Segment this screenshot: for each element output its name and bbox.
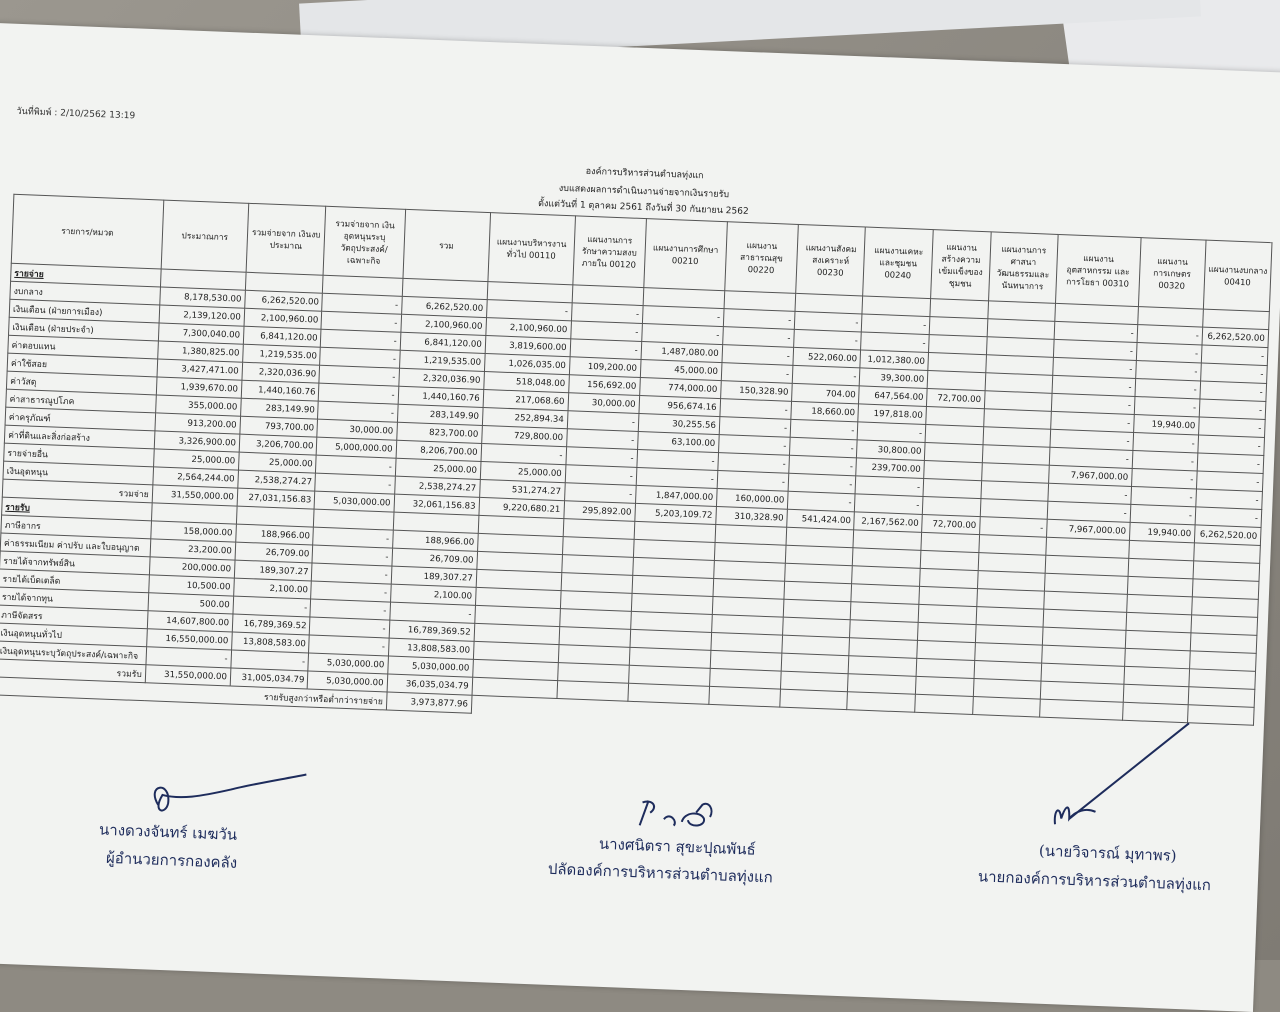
table-cell: - — [861, 332, 929, 353]
table-cell: - — [1048, 483, 1132, 504]
table-cell: 1,012,380.00 — [860, 350, 928, 371]
table-cell: - — [564, 483, 636, 504]
table-cell: - — [1130, 504, 1196, 524]
table-cell: - — [309, 635, 389, 656]
org-name: องค์การบริหารส่วนตำบลทุ่งแก — [585, 166, 704, 182]
row-label: งบกลาง — [10, 281, 160, 305]
table-cell: 3,326,900.00 — [154, 431, 240, 452]
table-cell: 774,000.00 — [639, 377, 721, 398]
table-cell: 5,203,109.72 — [635, 503, 717, 524]
document-sheet — [0, 22, 1280, 1012]
report-title: งบแสดงผลการดำเนินงานจ่ายจากเงินรายรับ — [558, 183, 730, 201]
signatory-3-name: (นายวิจารณ์ มุทาพร) — [1038, 841, 1177, 865]
table-cell — [918, 622, 976, 642]
table-cell: 45,000.00 — [640, 360, 722, 381]
table-cell: 6,262,520.00 — [1202, 327, 1269, 348]
table-cell: 6,262,520.00 — [401, 296, 487, 317]
table-cell: - — [1050, 429, 1134, 450]
table-cell: 9,220,680.21 — [479, 497, 564, 518]
total-label: รวมรับ — [0, 659, 146, 683]
table-cell: 2,538,274.27 — [238, 470, 316, 491]
column-header: รวม — [403, 209, 491, 281]
table-cell: - — [321, 311, 401, 332]
table-cell: 793,700.00 — [240, 416, 318, 437]
table-cell: - — [862, 314, 930, 335]
table-cell: - — [566, 429, 638, 450]
table-cell: - — [318, 401, 398, 422]
table-cell — [919, 586, 977, 606]
row-label: เงินอุดหนุน — [3, 461, 153, 485]
table-cell: 36,035,034.79 — [387, 674, 473, 695]
table-cell: 2,320,036.90 — [242, 362, 320, 383]
table-cell: - — [486, 300, 571, 321]
column-header: แผนงานงบกลาง 00410 — [1203, 240, 1272, 311]
table-cell: - — [321, 329, 401, 350]
table-cell: 31,550,000.00 — [145, 665, 231, 686]
table-cell: - — [481, 443, 566, 464]
surplus-label: รายรับสูงกว่าหรือต่ำกว่ารายจ่าย — [0, 677, 387, 710]
table-cell: 6,262,520.00 — [245, 290, 323, 311]
row-label: ค่าครุภัณฑ์ — [5, 407, 155, 431]
table-cell: 25,000.00 — [395, 458, 481, 479]
table-cell: 913,200.00 — [155, 413, 241, 434]
table-cell: - — [1050, 411, 1134, 432]
table-cell: 25,000.00 — [238, 452, 316, 473]
table-cell: 16,550,000.00 — [146, 629, 232, 650]
table-cell: 1,219,535.00 — [243, 344, 321, 365]
row-label: รายได้เบ็ดเตล็ด — [0, 569, 149, 593]
table-cell: 63,100.00 — [637, 431, 719, 452]
table-cell: 2,320,036.90 — [398, 368, 484, 389]
table-cell: 541,424.00 — [787, 509, 855, 530]
table-cell: 2,139,120.00 — [159, 305, 245, 326]
table-cell — [925, 424, 983, 444]
print-date: วันที่พิมพ์ : 2/10/2562 13:19 — [16, 106, 136, 122]
table-cell — [925, 442, 983, 462]
table-cell — [709, 686, 781, 707]
table-cell: - — [322, 293, 402, 314]
table-cell: - — [389, 602, 475, 623]
row-label: รายได้จากทุน — [0, 587, 148, 611]
table-cell: - — [315, 473, 395, 494]
table-cell: - — [1137, 325, 1203, 345]
column-header: รายการ/หมวด — [11, 194, 163, 269]
column-header: แผนงาน สร้างความ เข้มแข็งของ ชุมชน — [931, 230, 991, 301]
table-cell: 10,500.00 — [148, 575, 234, 596]
table-cell: 6,262,520.00 — [1194, 525, 1261, 546]
table-cell: - — [316, 455, 396, 476]
table-cell: 252,894.34 — [482, 407, 567, 428]
table-cell: - — [722, 345, 794, 366]
section-label: รายรับ — [2, 497, 152, 521]
table-cell: - — [794, 329, 862, 350]
table-cell: 13,808,583.00 — [388, 638, 474, 659]
table-cell: - — [1054, 321, 1138, 342]
table-cell — [557, 681, 629, 702]
table-cell: 18,660.00 — [791, 401, 859, 422]
row-label: ค่าใช้สอย — [7, 353, 157, 377]
table-cell: - — [790, 437, 858, 458]
table-cell: - — [1136, 343, 1202, 363]
table-cell: - — [718, 435, 790, 456]
table-cell: 13,808,583.00 — [231, 632, 309, 653]
table-cell: 1,939,670.00 — [156, 377, 242, 398]
table-cell: - — [310, 617, 390, 638]
table-cell: - — [855, 494, 923, 515]
table-cell: - — [146, 647, 232, 668]
column-header: แผนงานเคหะ และชุมชน 00240 — [863, 227, 933, 299]
table-cell: - — [858, 422, 926, 443]
table-cell: - — [642, 324, 724, 345]
table-cell: 26,709.00 — [392, 548, 478, 569]
table-cell: 5,030,000.00 — [308, 653, 388, 674]
surplus-value: 3,973,877.96 — [386, 692, 472, 713]
table-cell: - — [310, 599, 390, 620]
table-cell: - — [231, 650, 309, 671]
table-cell: 25,000.00 — [480, 461, 565, 482]
table-cell — [930, 299, 988, 319]
table-cell: - — [1053, 357, 1137, 378]
table-cell: 5,030,000.00 — [387, 656, 473, 677]
table-cell: - — [721, 363, 793, 384]
table-cell: 1,026,035.00 — [484, 354, 569, 375]
table-cell: 2,564,244.00 — [153, 467, 239, 488]
table-cell: 32,061,156.83 — [394, 494, 480, 515]
column-header: แผนงานการศึกษา 00210 — [644, 219, 728, 291]
table-cell: 7,967,000.00 — [1046, 519, 1130, 540]
table-cell: - — [1195, 507, 1262, 528]
table-cell: - — [1200, 381, 1267, 402]
table-cell: 25,000.00 — [153, 449, 239, 470]
report-period: ตั้งแต่วันที่ 1 ตุลาคม 2561 ถึงวันที่ 30 กันยายน 2562 — [537, 198, 749, 218]
table-cell: - — [1134, 396, 1200, 416]
table-cell: 823,700.00 — [396, 422, 482, 443]
table-cell: - — [720, 399, 792, 420]
table-cell: - — [1196, 471, 1263, 492]
table-cell: - — [1131, 486, 1197, 506]
column-header: รวมจ่ายจาก เงินงบประมาณ — [246, 203, 326, 275]
table-cell — [920, 550, 978, 570]
table-cell: 39,300.00 — [860, 368, 928, 389]
table-cell — [924, 460, 982, 480]
table-cell: 295,892.00 — [563, 501, 635, 522]
table-cell: - — [571, 303, 643, 324]
table-cell: 30,255.56 — [638, 413, 720, 434]
table-cell: 189,307.27 — [234, 560, 312, 581]
table-cell: - — [723, 309, 795, 330]
table-cell: - — [789, 455, 857, 476]
table-cell — [780, 689, 848, 710]
table-cell: 158,000.00 — [151, 521, 237, 542]
table-cell: 239,700.00 — [856, 458, 924, 479]
table-cell: 518,048.00 — [484, 371, 569, 392]
table-cell: 2,538,274.27 — [394, 476, 480, 497]
table-cell: 189,307.27 — [391, 566, 477, 587]
table-cell: - — [979, 517, 1047, 538]
table-cell: - — [790, 419, 858, 440]
table-cell: 3,819,600.00 — [485, 336, 570, 357]
table-cell: 7,300,040.00 — [158, 323, 244, 344]
signatory-1-name: นางดวงจันทร์ เมฆวัน — [98, 820, 238, 844]
table-cell: 188,966.00 — [392, 530, 478, 551]
table-cell: 197,818.00 — [858, 404, 926, 425]
section-label: รายจ่าย — [11, 263, 161, 287]
table-cell: - — [1201, 363, 1268, 384]
table-cell: 283,149.90 — [397, 404, 483, 425]
table-cell — [628, 683, 710, 704]
signatory-2-position: ปลัดองค์การบริหารส่วนตำบลทุ่งแก — [547, 859, 774, 887]
table-cell: 19,940.00 — [1133, 414, 1199, 434]
table-cell: 30,000.00 — [317, 419, 397, 440]
table-cell: 310,328.90 — [716, 507, 788, 528]
column-header: แผนงานบริหารงาน ทั่วไป 00110 — [488, 213, 575, 285]
table-cell — [926, 407, 984, 427]
table-cell: - — [1049, 447, 1133, 468]
table-cell: - — [1196, 489, 1263, 510]
table-cell: - — [312, 545, 392, 566]
table-cell — [929, 335, 987, 355]
table-cell: 26,709.00 — [235, 542, 313, 563]
table-cell: - — [313, 527, 393, 548]
table-cell: - — [792, 365, 860, 386]
table-cell: - — [1047, 501, 1131, 522]
table-cell: 5,030,000.00 — [315, 491, 395, 512]
table-cell: - — [566, 447, 638, 468]
table-cell: - — [1053, 339, 1137, 360]
row-label: ภาษีจัดสรร — [0, 605, 148, 629]
row-label: ค่าวัสดุ — [6, 371, 156, 395]
table-cell: 1,380,825.00 — [157, 341, 243, 362]
table-cell: - — [319, 383, 399, 404]
table-cell: - — [312, 563, 392, 584]
table-cell: - — [1051, 393, 1135, 414]
row-label: ค่าตอบแทน — [8, 335, 158, 359]
row-label: ค่าธรรมเนียม ค่าปรับ และใบอนุญาต — [0, 533, 150, 557]
table-cell: - — [233, 596, 311, 617]
table-cell: - — [855, 476, 923, 497]
table-cell: 647,564.00 — [859, 386, 927, 407]
table-cell: 704.00 — [792, 383, 860, 404]
row-label: เงินเดือน (ฝ่ายประจำ) — [9, 317, 159, 341]
table-cell — [916, 658, 974, 678]
table-cell: - — [1198, 435, 1265, 456]
table-cell: - — [320, 347, 400, 368]
table-cell: 5,000,000.00 — [317, 437, 397, 458]
table-cell — [472, 677, 557, 698]
table-cell — [915, 694, 973, 714]
table-cell: - — [1132, 450, 1198, 470]
table-cell: 16,789,369.52 — [232, 614, 310, 635]
column-header: แผนงานการ รักษาความสงบ ภายใน 00120 — [572, 216, 646, 288]
table-cell: 8,178,530.00 — [160, 287, 246, 308]
table-cell — [927, 371, 985, 391]
table-cell: - — [642, 306, 724, 327]
table-cell: - — [1133, 432, 1199, 452]
table-cell: 283,149.90 — [240, 398, 318, 419]
column-header: แผนงาน การเกษตร 00320 — [1138, 238, 1206, 309]
table-cell: 7,967,000.00 — [1048, 465, 1132, 486]
table-cell: 729,800.00 — [481, 425, 566, 446]
table-cell: 2,100,960.00 — [244, 308, 322, 329]
table-cell: - — [637, 449, 719, 470]
table-cell: 109,200.00 — [569, 357, 641, 378]
table-cell: 8,206,700.00 — [396, 440, 482, 461]
table-cell: 30,800.00 — [857, 440, 925, 461]
table-cell: 23,200.00 — [150, 539, 236, 560]
signatory-1-position: ผู้อำนวยการกองคลัง — [105, 848, 238, 872]
table-cell: 2,100.00 — [234, 578, 312, 599]
table-cell: 6,841,120.00 — [243, 326, 321, 347]
table-cell: 1,440,160.76 — [241, 380, 319, 401]
column-header: รวมจ่ายจาก เงินอุดหนุนระบุ วัตถุประสงค์/ เฉพาะกิจ — [323, 206, 405, 278]
table-cell: - — [719, 417, 791, 438]
signature-scribble-3 — [1025, 713, 1209, 840]
table-cell: - — [570, 321, 642, 342]
table-cell: - — [311, 581, 391, 602]
table-cell: - — [1052, 375, 1136, 396]
table-cell: - — [794, 311, 862, 332]
table-cell: 27,031,156.83 — [237, 488, 315, 509]
table-cell: 160,000.00 — [716, 489, 788, 510]
table-cell — [847, 692, 915, 713]
row-label: ค่าที่ดินและสิ่งก่อสร้าง — [4, 425, 154, 449]
table-cell: 1,847,000.00 — [635, 485, 717, 506]
table-cell: 2,100,960.00 — [486, 318, 571, 339]
table-cell — [923, 496, 981, 516]
row-label: เงินอุดหนุนทั่วไป — [0, 623, 147, 647]
table-cell — [929, 317, 987, 337]
column-header: ประมาณการ — [161, 200, 249, 272]
table-cell: 14,607,800.00 — [147, 611, 233, 632]
table-cell: 355,000.00 — [155, 395, 241, 416]
table-cell — [916, 676, 974, 696]
table-cell: - — [1135, 379, 1201, 399]
table-cell: - — [787, 491, 855, 512]
table-cell: 156,692.00 — [568, 375, 640, 396]
table-cell: - — [567, 411, 639, 432]
table-cell: 31,005,034.79 — [230, 668, 308, 689]
table-cell: 531,274.27 — [479, 479, 564, 500]
table-cell: 217,068.60 — [483, 389, 568, 410]
table-cell — [918, 604, 976, 624]
table-cell: - — [1201, 345, 1268, 366]
table-cell: 2,100,960.00 — [401, 314, 487, 335]
table-cell: 2,167,562.00 — [854, 512, 922, 533]
table-cell: 72,700.00 — [927, 389, 985, 409]
table-cell: 16,789,369.52 — [389, 620, 475, 641]
row-label: ค่าสาธารณูปโภค — [6, 389, 156, 413]
row-label: รายจ่ายอื่น — [4, 443, 154, 467]
table-cell: 3,206,700.00 — [239, 434, 317, 455]
table-cell — [920, 568, 978, 588]
row-label: รายได้จากทรัพย์สิน — [0, 551, 150, 575]
table-cell: 2,100.00 — [390, 584, 476, 605]
signatory-3-position: นายกองค์การบริหารส่วนตำบลทุ่งแก — [977, 867, 1212, 895]
table-cell: 5,030,000.00 — [308, 671, 388, 692]
table-cell — [928, 353, 986, 373]
table-cell: 500.00 — [148, 593, 234, 614]
table-cell: 150,328.90 — [720, 381, 792, 402]
table-cell: - — [717, 471, 789, 492]
table-cell: 6,841,120.00 — [400, 332, 486, 353]
table-cell: - — [788, 473, 856, 494]
table-cell: - — [723, 327, 795, 348]
table-cell: - — [565, 465, 637, 486]
row-label: เงินเดือน (ฝ่ายการเมือง) — [9, 299, 159, 323]
table-cell: - — [1199, 417, 1266, 438]
table-cell — [917, 640, 975, 660]
column-header: แผนงานสังคม สงเคราะห์ 00230 — [796, 224, 866, 296]
table-cell: 3,427,471.00 — [157, 359, 243, 380]
table-cell: - — [1197, 453, 1264, 474]
table-cell: 188,966.00 — [236, 524, 314, 545]
table-cell: - — [718, 453, 790, 474]
table-cell: 31,550,000.00 — [152, 485, 238, 506]
table-cell: 72,700.00 — [922, 514, 980, 534]
financial-table — [0, 194, 1273, 744]
table-cell: 522,060.00 — [793, 347, 861, 368]
total-label: รวมจ่าย — [2, 479, 152, 503]
table-cell: - — [636, 467, 718, 488]
table-cell: - — [1135, 361, 1201, 381]
table-cell: 200,000.00 — [149, 557, 235, 578]
row-label: เงินอุดหนุนระบุวัตถุประสงค์/เฉพาะกิจ — [0, 641, 146, 665]
table-cell: - — [1199, 399, 1266, 420]
table-cell — [923, 478, 981, 498]
table-cell — [921, 532, 979, 552]
table-cell: 1,440,160.76 — [398, 386, 484, 407]
table-cell: 1,219,535.00 — [399, 350, 485, 371]
column-header: แผนงานการ ศาสนา วัฒนธรรมและ นันทนาการ — [988, 232, 1058, 304]
row-label: ภาษีอากร — [1, 515, 151, 539]
column-header: แผนงาน สาธารณสุข 00220 — [725, 222, 799, 294]
table-cell: 1,487,080.00 — [641, 342, 723, 363]
signatory-2-name: นางศนิตรา สุขะปุณพันธ์ — [598, 834, 757, 859]
table-cell: - — [319, 365, 399, 386]
table-cell: 30,000.00 — [568, 393, 640, 414]
table-cell: - — [570, 339, 642, 360]
table-cell: 956,674.16 — [639, 395, 721, 416]
table-cell: - — [1131, 468, 1197, 488]
column-header: แผนงาน อุตสาหกรรม และการโยธา 00310 — [1055, 234, 1141, 306]
table-cell: 19,940.00 — [1129, 522, 1195, 542]
